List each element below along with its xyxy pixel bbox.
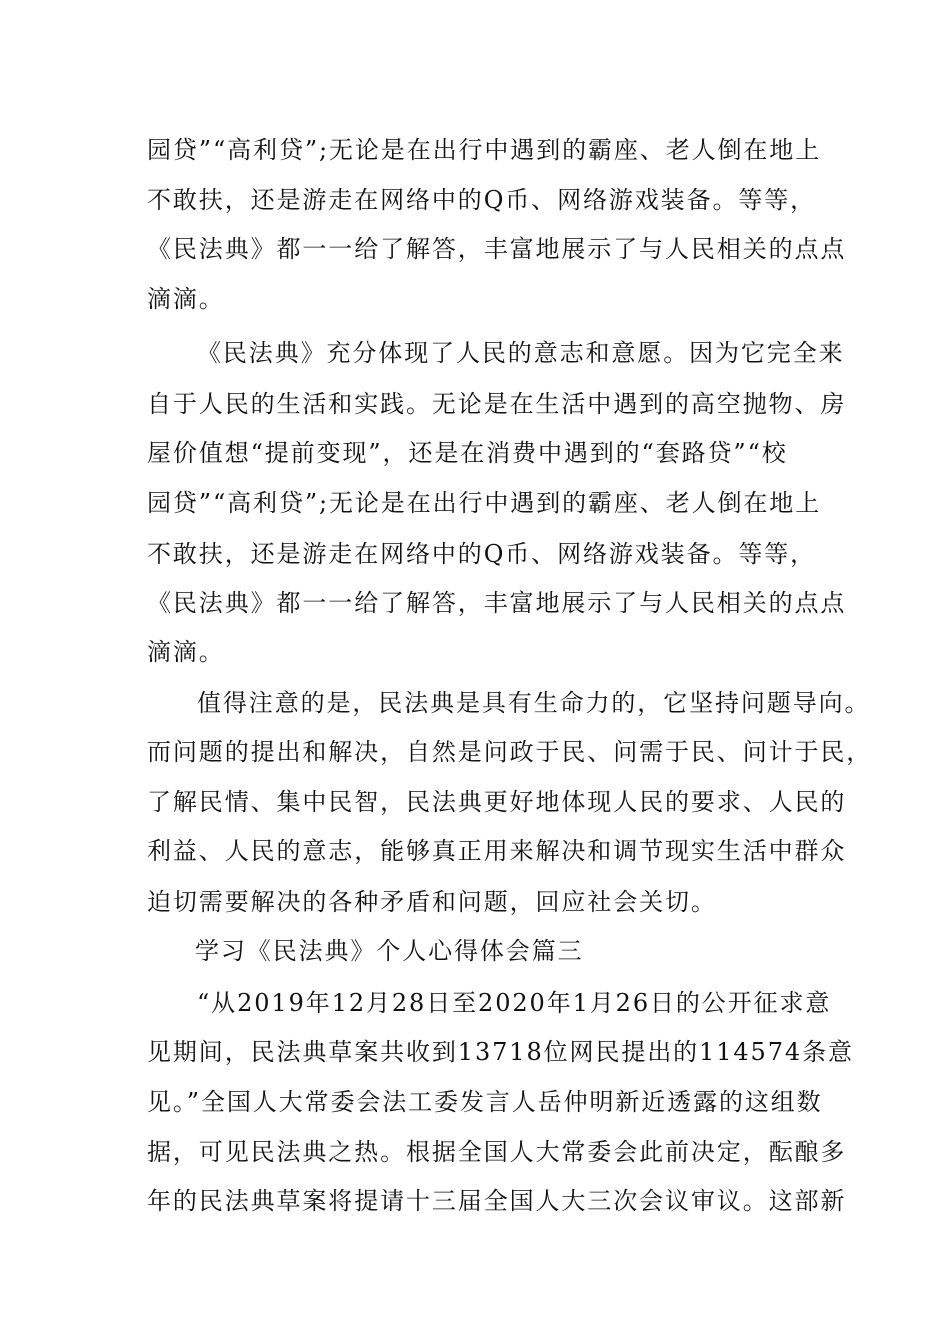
text-line: 屋价值想“提前变现”，还是在消费中遇到的“套路贷”“校 bbox=[147, 439, 788, 467]
text-line: 滴滴。 bbox=[147, 638, 225, 666]
text-line: 了解民情、集中民智，民法典更好地体现人民的要求、人民的 bbox=[147, 788, 847, 816]
text-line: 年的民法典草案将提请十三届全国人大三次会议审议。这部新 bbox=[147, 1187, 847, 1215]
text-line: 《民法典》都一一给了解答，丰富地展示了与人民相关的点点 bbox=[147, 589, 847, 617]
text-line: 不敢扶，还是游走在网络中的Q币、网络游戏装备。等等， bbox=[147, 186, 817, 214]
text-line: 利益、人民的意志，能够真正用来解决和调节现实生活中群众 bbox=[147, 837, 847, 865]
text-line: 园贷”“高利贷”;无论是在出行中遇到的霸座、老人倒在地上 bbox=[147, 136, 822, 164]
text-line: 不敢扶，还是游走在网络中的Q币、网络游戏装备。等等， bbox=[147, 540, 817, 568]
text-line: 见。”全国人大常委会法工委发言人岳仲明新近透露的这组数 bbox=[147, 1088, 823, 1116]
paragraph-first-line: 《民法典》充分体现了人民的意志和意愿。因为它完全来 bbox=[197, 339, 845, 367]
text-line: 见期间，民法典草案共收到13718位网民提出的114574条意 bbox=[147, 1038, 854, 1066]
paragraph-first-line: 值得注意的是，民法典是具有生命力的，它坚持问题导向。 bbox=[197, 689, 871, 717]
text-line: 自于人民的生活和实践。无论是在生活中遇到的高空抛物、房 bbox=[147, 390, 847, 418]
text-line: 据，可见民法典之热。根据全国人大常委会此前决定，酝酿多 bbox=[147, 1138, 847, 1166]
text-line: 《民法典》都一一给了解答，丰富地展示了与人民相关的点点 bbox=[147, 235, 847, 263]
text-line: 滴滴。 bbox=[147, 285, 225, 313]
text-line: 园贷”“高利贷”;无论是在出行中遇到的霸座、老人倒在地上 bbox=[147, 489, 822, 517]
text-line: 迫切需要解决的各种矛盾和问题，回应社会关切。 bbox=[147, 888, 717, 916]
paragraph-first-line: “从2019年12月28日至2020年1月26日的公开征求意 bbox=[197, 989, 832, 1017]
section-heading: 学习《民法典》个人心得体会篇三 bbox=[195, 937, 584, 965]
text-line: 而问题的提出和解决，自然是问政于民、问需于民、问计于民， bbox=[147, 738, 873, 766]
